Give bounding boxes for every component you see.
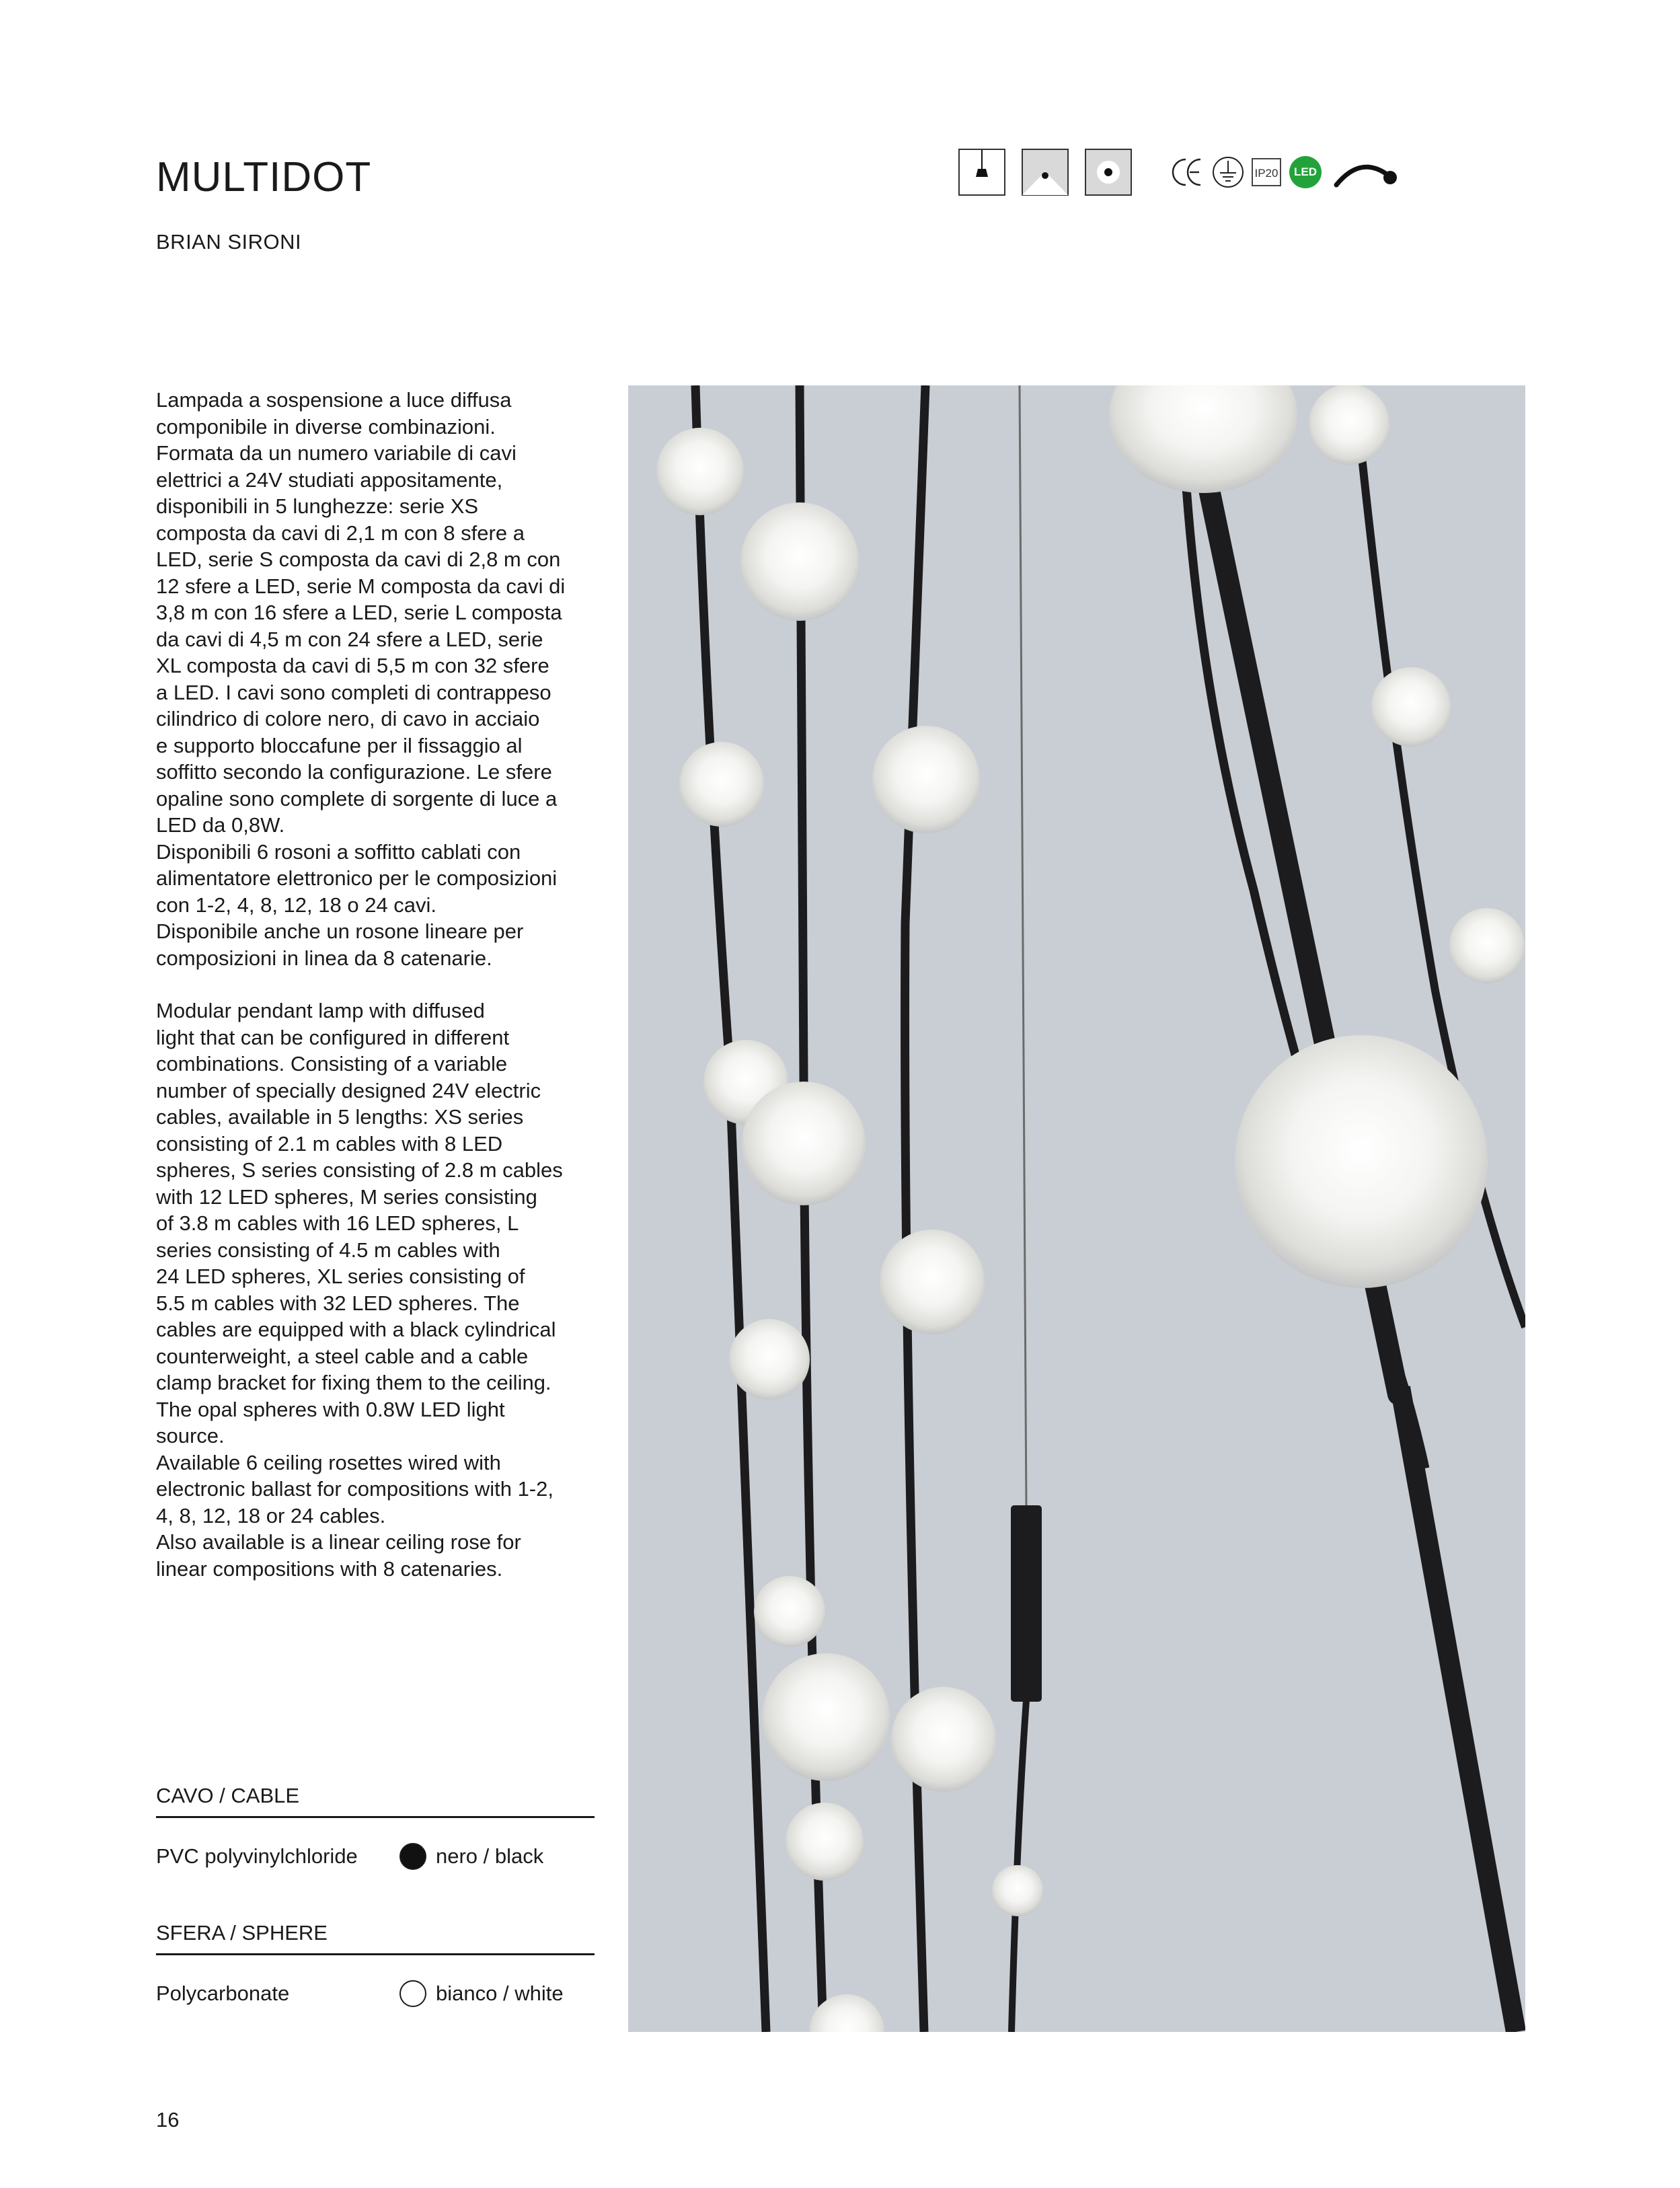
cable-material: PVC polyvinylchloride: [156, 1844, 358, 1868]
spec-row-sphere: [156, 1980, 600, 2007]
description-italian: Lampada a sospensione a luce diffusa componibile in diverse combinazioni. Formata da un numero variabile di cavi elettrici a 24V studiati appositamente, disponibili in 5 lunghezze: serie XS composta da cavi di 2,1 m con 8 sfere a LED, serie S composta da cavi di 2,8 m con 12 sfere a LED, serie M composta da cavi di 3,8 m con 16 sfere a LED, serie L composta da cavi di 4,5 m con 24 sfere a LED, serie XL composta da cavi di 5,5 m con 32 sfere a LED. I cavi sono completi di contrappeso cilindrico di colore nero, di cavo in acciaio e supporto bloccafune per il fissaggio al soffitto secondo la configurazione. Le sfere opaline sono complete di sorgente di luce a LED da 0,8W. Disponibili 6 rosoni a soffitto cablati con alimentatore elettronico per le composizioni con 1-2, 4, 8, 12, 18 o 24 cavi. Disponibile anche un rosone lineare per composizioni in linea da 8 catenarie.: [156, 388, 566, 970]
certifications: [1171, 155, 1400, 189]
color-swatch-black: [399, 1843, 426, 1870]
description-english: Modular pendant lamp with diffused light that can be configured in different combinations. Consisting of a variable number of specially designed 24V electric cables, available in 5 lengths: XS series consisting of 2.1 m cables with 8 LED spheres, S series consisting of 2.8 m cables with 12 LED spheres, M series consisting of 3.8 m cables with 16 LED spheres, L series consisting of 4.5 m cables with 24 LED spheres, XL series consisting of 5.5 m cables with 32 LED spheres. The cables are equipped with a black cylindrical counterweight, a steel cable and a cable clamp bracket for fixing them to the ceiling. The opal spheres with 0.8W LED light source. Available 6 ceiling rosettes wired with electronic ballast for compositions with 1-2, 4, 8, 12, 18 or 24 cables. Also available is a linear ceiling rose for linear compositions with 8 catenaries.: [156, 999, 563, 1581]
earth-ground-icon: [1211, 155, 1245, 189]
pendant-lamp-icon: [958, 149, 1005, 196]
spec-row-cable: [156, 1843, 600, 1870]
cable-color-label: nero / black: [436, 1844, 544, 1868]
designer-name: BRIAN SIRONI: [156, 230, 302, 254]
product-photo: [628, 385, 1525, 2032]
product-title: MULTIDOT: [156, 154, 372, 200]
ip-rating-badge: IP20: [1252, 158, 1281, 186]
spec-heading-sphere: SFERA / SPHERE: [156, 1921, 595, 1955]
page-number: 16: [156, 2108, 180, 2132]
sphere-material: Polycarbonate: [156, 1982, 290, 2005]
color-swatch-white: [399, 1980, 426, 2007]
diffused-light-icon: [1022, 149, 1069, 196]
product-icons: [958, 147, 1400, 198]
led-badge: LED: [1289, 156, 1322, 188]
sphere-color-label: bianco / white: [436, 1982, 564, 2005]
product-description: [156, 387, 600, 1582]
dimmer-arc-icon: [1332, 155, 1400, 189]
pendant-spheres-illustration: [628, 385, 1525, 2032]
spec-heading-cable: CAVO / CABLE: [156, 1784, 595, 1818]
ceiling-rose-icon: [1085, 149, 1132, 196]
ce-mark-icon: [1171, 155, 1205, 189]
